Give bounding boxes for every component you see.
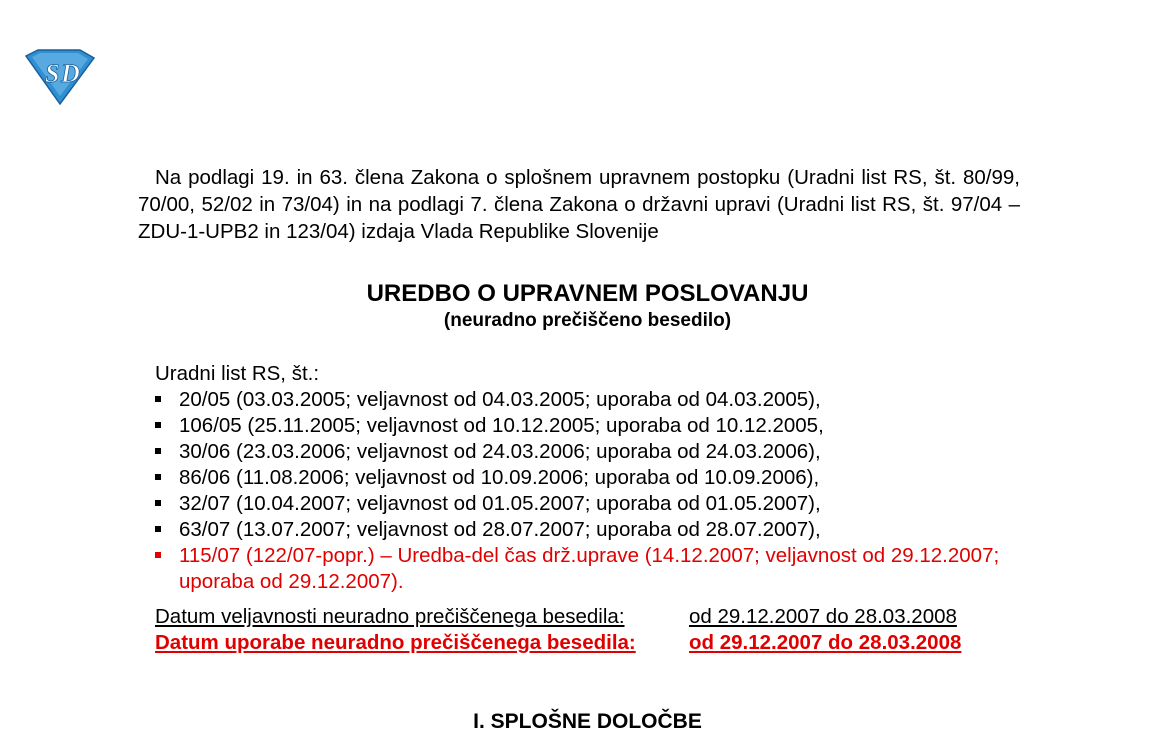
amendment-text: 20/05 (03.03.2005; veljavnost od 04.03.2005; uporaba od 04.03.2005),	[179, 388, 821, 411]
amendment-item-latest	[155, 543, 1035, 595]
validity-row	[155, 604, 961, 630]
bullet-icon	[155, 422, 161, 428]
amendment-item	[155, 439, 1035, 465]
shield-logo-icon	[20, 48, 98, 106]
amendment-item	[155, 387, 1035, 413]
application-value: od 29.12.2007 do 28.03.2008	[689, 631, 962, 654]
validity-value: od 29.12.2007 do 28.03.2008	[689, 605, 957, 628]
dates-block	[155, 604, 961, 656]
application-row	[155, 630, 961, 656]
svg-text:D: D	[61, 59, 80, 88]
sd-shield-logo	[20, 48, 98, 106]
amendment-text: 115/07 (122/07-popr.) – Uredba-del čas drž.uprave (14.12.2007; veljavnost od 29.12.2007; uporaba od 29.12.2007).	[179, 544, 1000, 593]
validity-label: Datum veljavnosti neuradno prečiščenega besedila:	[155, 605, 625, 628]
bullet-icon	[155, 500, 161, 506]
amendment-text: 63/07 (13.07.2007; veljavnost od 28.07.2007; uporaba od 28.07.2007),	[179, 518, 821, 541]
amendment-text: 86/06 (11.08.2006; veljavnost od 10.09.2006; uporaba od 10.09.2006),	[179, 466, 820, 489]
document-title: UREDBO O UPRAVNEM POSLOVANJU	[366, 280, 809, 307]
preamble-text: Na podlagi 19. in 63. člena Zakona o splošnem upravnem postopku (Uradni list RS, št. 80/99, 70/00, 52/02 in 73/04) in na podlagi 7. člena Zakona o državni upravi (Uradni list RS, št. 97/04 – ZDU-1-UPB2 in 123/04) izdaja Vlada Republike Slovenije	[138, 166, 1020, 243]
document-subtitle: (neuradno prečiščeno besedilo)	[443, 310, 732, 331]
bullet-icon	[155, 448, 161, 454]
bullet-icon	[155, 526, 161, 532]
amendment-item	[155, 413, 1035, 439]
application-label: Datum uporabe neuradno prečiščenega besedila:	[155, 631, 636, 654]
gazette-heading: Uradni list RS, št.:	[155, 362, 320, 385]
preamble	[138, 164, 1020, 245]
amendment-list	[155, 387, 1035, 595]
amendment-item	[155, 465, 1035, 491]
amendment-text: 32/07 (10.04.2007; veljavnost od 01.05.2007; uporaba od 01.05.2007),	[179, 492, 821, 515]
amendment-item	[155, 517, 1035, 543]
amendment-item	[155, 491, 1035, 517]
section-heading: I. SPLOŠNE DOLOČBE	[473, 710, 702, 733]
bullet-icon	[155, 474, 161, 480]
bullet-icon	[155, 552, 161, 558]
svg-text:S: S	[45, 59, 60, 88]
bullet-icon	[155, 396, 161, 402]
amendment-text: 30/06 (23.03.2006; veljavnost od 24.03.2006; uporaba od 24.03.2006),	[179, 440, 821, 463]
amendment-text: 106/05 (25.11.2005; veljavnost od 10.12.2005; uporaba od 10.12.2005,	[179, 414, 824, 437]
